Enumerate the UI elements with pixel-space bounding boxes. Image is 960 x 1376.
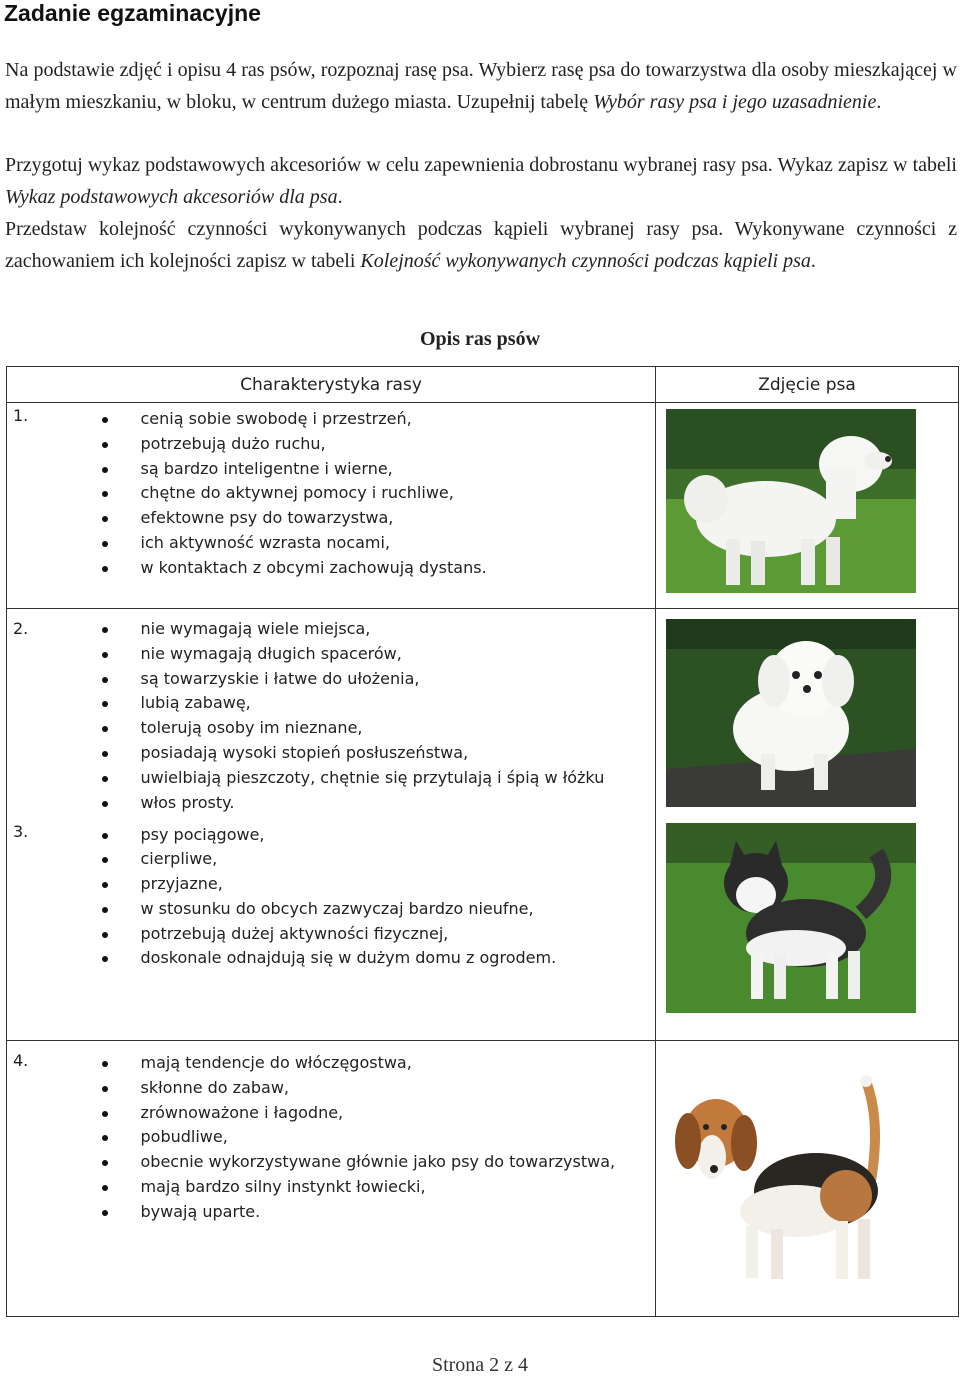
trait-item: są bardzo inteligentne i wierne, [69,457,656,482]
trait-item: pobudliwe, [69,1125,656,1150]
trait-item: uwielbiają pieszczoty, chętnie się przytulają i śpią w łóżku [69,766,656,791]
table-row [7,609,959,819]
trait-item: w kontaktach z obcymi zachowują dystans. [69,556,656,581]
photo-cell [656,819,959,1041]
trait-item: bywają uparte. [69,1200,656,1225]
trait-item: chętne do aktywnej pomocy i ruchliwe, [69,481,656,506]
trait-item: potrzebują dużej aktywności fizycznej, [69,922,656,947]
dog-photo-3 [666,823,916,1013]
breed-number: 2. [7,609,69,819]
breed-traits [69,819,656,1041]
trait-item: nie wymagają długich spacerów, [69,642,656,667]
table-row [7,403,959,609]
trait-item: są towarzyskie i łatwe do ułożenia, [69,667,656,692]
photo-cell [656,1041,959,1317]
table-title: Opis ras psów [419,328,541,350]
trait-item: obecnie wykorzystywane głównie jako psy do towarzystwa, [69,1150,656,1175]
table-row [7,819,959,1041]
trait-item: doskonale odnajdują się w dużym domu z ogrodem. [69,946,656,971]
column-header-photo: Zdjęcie psa [656,367,959,403]
trait-item: nie wymagają wiele miejsca, [69,617,656,642]
dog-photo-1 [666,409,916,593]
trait-item: w stosunku do obcych zazwyczaj bardzo nieufne, [69,897,656,922]
breed-number: 3. [7,819,69,1041]
instruction-paragraph-3: Przedstaw kolejność czynności wykonywanych podczas kąpieli wybranej rasy psa. Wykonywane czynności z zachowaniem ich kolejności zapisz w tabeli Kolejność wykonywanych czynności podczas kąpieli psa. [5,218,957,272]
trait-item: mają tendencje do włóczęgostwa, [69,1051,656,1076]
page-footer: Strona 2 z 4 [431,1354,529,1376]
breed-number: 1. [7,403,69,609]
trait-item: psy pociągowe, [69,823,656,848]
column-header-traits: Charakterystyka rasy [7,367,656,403]
page-heading: Zadanie egzaminacyjne [4,0,261,26]
trait-item: cenią sobie swobodę i przestrzeń, [69,407,656,432]
breed-traits [69,403,656,609]
trait-item: włos prosty. [69,791,656,816]
instruction-paragraph-1: Na podstawie zdjęć i opisu 4 ras psów, rozpoznaj rasę psa. Wybierz rasę psa do towarzystwa dla osoby mieszkającej w małym mieszkaniu, w bloku, w centrum dużego miasta. Uzupełnij tabelę Wybór rasy psa i jego uzasadnienie. [5,59,957,113]
trait-item: cierpliwe, [69,847,656,872]
dog-photo-2 [666,619,916,807]
trait-item: potrzebują dużo ruchu, [69,432,656,457]
instruction-paragraph-2: Przygotuj wykaz podstawowych akcesoriów w celu zapewnienia dobrostanu wybranej rasy psa. Wykaz zapisz w tabeli Wykaz podstawowych akcesoriów dla psa. [5,154,957,208]
breed-traits [69,609,656,819]
photo-cell [656,609,959,819]
trait-item: przyjazne, [69,872,656,897]
photo-cell [656,403,959,609]
trait-item: lubią zabawę, [69,691,656,716]
table-row [7,1041,959,1317]
trait-item: posiadają wysoki stopień posłuszeństwa, [69,741,656,766]
trait-item: skłonne do zabaw, [69,1076,656,1101]
table-header-row [7,367,959,403]
dog-photo-4 [666,1061,916,1295]
breed-number: 4. [7,1041,69,1317]
trait-item: efektowne psy do towarzystwa, [69,506,656,531]
trait-item: zrównoważone i łagodne, [69,1101,656,1126]
breed-traits [69,1041,656,1317]
breed-table [6,366,959,1317]
trait-item: mają bardzo silny instynkt łowiecki, [69,1175,656,1200]
trait-item: tolerują osoby im nieznane, [69,716,656,741]
trait-item: ich aktywność wzrasta nocami, [69,531,656,556]
